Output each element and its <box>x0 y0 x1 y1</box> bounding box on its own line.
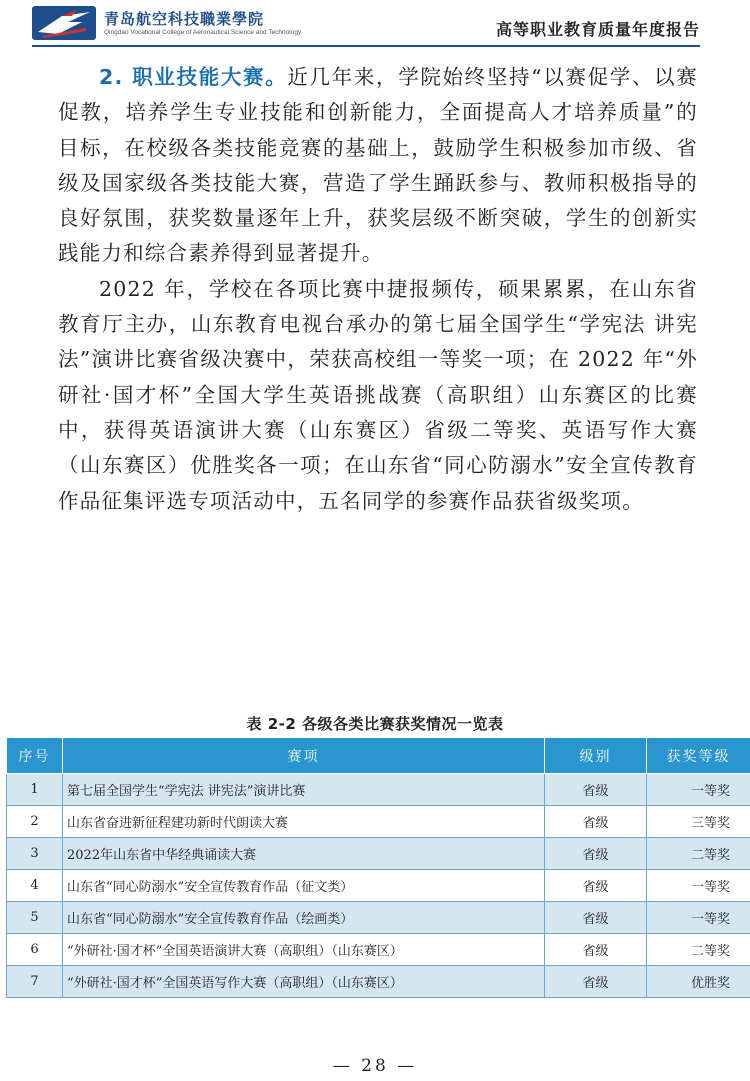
cell-no: 2 <box>7 806 63 838</box>
page-number: — 28 — <box>332 1056 418 1076</box>
paragraph-1-text: 近几年来，学院始终坚持“以赛促学、以赛促教，培养学生专业技能和创新能力，全面提高人才培养质量”的目标，在校级各类技能竞赛的基础上，鼓励学生积极参加市级、省级及国家级各类技能大赛，营造了学生踊跃参与、教师积极指导的良好氛围，获奖数量逐年上升，获奖层级不断突破，学生的创新实践能力和综合素养得到显著提升。 <box>58 65 698 266</box>
header-award: 获奖等级 <box>647 738 750 774</box>
header-no: 序号 <box>7 738 63 774</box>
paragraph-skills-competition <box>58 60 698 272</box>
college-logo-icon <box>32 6 96 40</box>
table-row <box>7 934 750 966</box>
cell-level: 省级 <box>545 902 647 934</box>
table-row <box>7 774 750 806</box>
cell-award: 二等奖 <box>647 838 750 870</box>
cell-event: 山东省“同心防溺水”安全宣传教育作品（绘画类） <box>63 902 545 934</box>
report-title: 高等职业教育质量年度报告 <box>495 20 700 39</box>
cell-event: “外研社·国才杯”全国英语写作大赛（高职组）（山东赛区） <box>63 966 545 998</box>
cell-event: 山东省“同心防溺水”安全宣传教育作品（征文类） <box>63 870 545 902</box>
cell-no: 7 <box>7 966 63 998</box>
cell-award: 三等奖 <box>647 806 750 838</box>
cell-level: 省级 <box>545 966 647 998</box>
header-divider <box>32 45 700 47</box>
cell-level: 省级 <box>545 838 647 870</box>
cell-award: 一等奖 <box>647 870 750 902</box>
header-event: 赛项 <box>63 738 545 774</box>
table-row <box>7 838 750 870</box>
paragraph-2022-results: 2022 年，学校在各项比赛中捷报频传，硕果累累，在山东省教育厅主办，山东教育电视台承办的第七届全国学生“学宪法 讲宪法”演讲比赛省级决赛中，荣获高校组一等奖一项；在 2022 年“外研社·国才杯”全国大学生英语挑战赛（高职组）山东赛区的比赛中，获得英语演讲大赛（山东赛区）省级二等奖、英语写作大赛（山东赛区）优胜奖各一项；在山东省“同心防溺水”安全宣传教育作品征集评选专项活动中，五名同学的参赛作品获省级奖项。 <box>58 276 698 513</box>
cell-event: 第七届全国学生“学宪法 讲宪法”演讲比赛 <box>63 774 545 806</box>
cell-no: 1 <box>7 774 63 806</box>
table-row <box>7 806 750 838</box>
cell-event: 山东省奋进新征程建功新时代朗读大赛 <box>63 806 545 838</box>
header-level: 级别 <box>545 738 647 774</box>
table-header-row <box>7 738 750 774</box>
cell-level: 省级 <box>545 934 647 966</box>
cell-level: 省级 <box>545 774 647 806</box>
body-text <box>58 60 698 519</box>
school-name: 青岛航空科技職業學院 <box>104 10 265 28</box>
cell-no: 5 <box>7 902 63 934</box>
cell-no: 3 <box>7 838 63 870</box>
cell-no: 4 <box>7 870 63 902</box>
awards-table <box>6 737 750 998</box>
table-row <box>7 870 750 902</box>
cell-level: 省级 <box>545 806 647 838</box>
cell-award: 一等奖 <box>647 774 750 806</box>
cell-award: 二等奖 <box>647 934 750 966</box>
cell-event: “外研社·国才杯”全国英语演讲大赛（高职组）（山东赛区） <box>63 934 545 966</box>
page-header <box>0 0 750 46</box>
cell-award: 优胜奖 <box>647 966 750 998</box>
school-name-english: Qingdao Vocational College of Aeronautical Science and Technology <box>104 29 302 36</box>
cell-award: 一等奖 <box>647 902 750 934</box>
cell-level: 省级 <box>545 870 647 902</box>
cell-event: 2022年山东省中华经典诵读大赛 <box>63 838 545 870</box>
table-caption: 表 2-2 各级各类比赛获奖情况一览表 <box>246 715 504 733</box>
cell-no: 6 <box>7 934 63 966</box>
table-row <box>7 966 750 998</box>
table-row <box>7 902 750 934</box>
section-heading: 2. 职业技能大赛。 <box>99 65 288 89</box>
